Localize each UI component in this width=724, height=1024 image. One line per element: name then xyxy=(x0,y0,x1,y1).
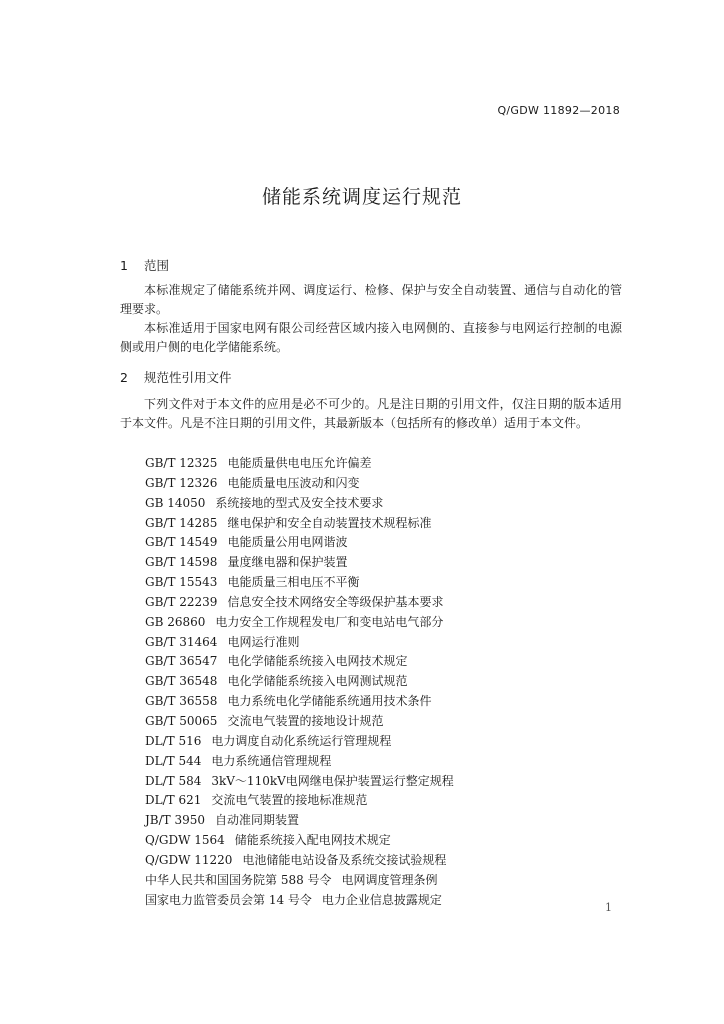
reference-title: 交流电气装置的接地标准规范 xyxy=(211,793,368,808)
reference-item xyxy=(145,692,625,712)
reference-code: GB/T 36547 xyxy=(145,654,218,669)
reference-code: GB 14050 xyxy=(145,495,206,510)
reference-title: 储能系统接入配电网技术规定 xyxy=(234,833,391,848)
reference-title: 交流电气装置的接地设计规范 xyxy=(227,713,384,728)
reference-code: GB/T 36558 xyxy=(145,694,218,709)
reference-title: 电池储能电站设备及系统交接试验规程 xyxy=(242,852,447,867)
reference-title: 电能质量电压波动和闪变 xyxy=(227,475,360,490)
reference-code: GB/T 14598 xyxy=(145,555,218,570)
reference-title: 电能质量三相电压不平衡 xyxy=(227,575,360,590)
reference-title: 电力企业信息披露规定 xyxy=(321,892,442,907)
section-1-paragraph-1: 本标准规定了储能系统并网、调度运行、检修、保护与安全自动装置、通信与自动化的管理要求。 xyxy=(120,283,622,316)
reference-item xyxy=(145,533,625,553)
reference-title: 电力系统电化学储能系统通用技术条件 xyxy=(227,694,432,709)
reference-title: 电网调度管理条例 xyxy=(341,872,438,887)
reference-code: GB/T 14285 xyxy=(145,515,218,530)
reference-code: GB/T 31464 xyxy=(145,634,218,649)
reference-title: 3kV～110kV电网继电保护装置运行整定规程 xyxy=(211,773,454,788)
reference-code: GB/T 12325 xyxy=(145,456,218,470)
section-2-title: 规范性引用文件 xyxy=(143,370,232,385)
reference-item xyxy=(145,652,625,672)
reference-code: 国家电力监管委员会第 14 号令 xyxy=(145,892,312,907)
reference-title: 电能质量公用电网谐波 xyxy=(227,535,348,550)
reference-code: GB/T 14549 xyxy=(145,535,218,550)
header-doc-code: Q/GDW 11892—2018 xyxy=(497,104,620,117)
reference-code: 中华人民共和国国务院第 588 号令 xyxy=(145,872,332,887)
reference-code: Q/GDW 11220 xyxy=(145,852,233,867)
reference-item xyxy=(145,752,625,772)
reference-code: DL/T 584 xyxy=(145,773,202,788)
section-2-intro: 下列文件对于本文件的应用是必不可少的。凡是注日期的引用文件，仅注日期的版本适用于本文件。凡是不注日期的引用文件，其最新版本（包括所有的修改单）适用于本文件。 xyxy=(120,397,622,430)
reference-item xyxy=(145,791,625,811)
reference-item xyxy=(145,891,625,911)
document-title: 储能系统调度运行规范 xyxy=(261,186,462,208)
section-1-heading xyxy=(120,256,169,274)
reference-item xyxy=(145,514,625,534)
reference-code: DL/T 516 xyxy=(145,733,202,748)
reference-item xyxy=(145,811,625,831)
reference-title: 电力系统通信管理规程 xyxy=(211,753,332,768)
reference-title: 电力调度自动化系统运行管理规程 xyxy=(211,733,392,748)
reference-title: 电网运行准则 xyxy=(227,634,300,649)
reference-code: GB 26860 xyxy=(145,614,206,629)
reference-item xyxy=(145,573,625,593)
section-2-number: 2 xyxy=(120,370,128,385)
reference-code: JB/T 3950 xyxy=(145,813,206,828)
reference-code: GB/T 15543 xyxy=(145,575,218,590)
reference-code: GB/T 36548 xyxy=(145,674,218,689)
reference-item xyxy=(145,553,625,573)
reference-item xyxy=(145,474,625,494)
reference-code: Q/GDW 1564 xyxy=(145,833,225,848)
reference-title: 电化学储能系统接入电网测试规范 xyxy=(227,674,408,689)
reference-item xyxy=(145,871,625,891)
reference-code: GB/T 22239 xyxy=(145,594,218,609)
reference-item xyxy=(145,633,625,653)
reference-title: 自动准同期装置 xyxy=(215,813,300,828)
reference-item xyxy=(145,831,625,851)
reference-code: DL/T 621 xyxy=(145,793,202,808)
reference-item xyxy=(145,613,625,633)
reference-title: 继电保护和安全自动装置技术规程标准 xyxy=(227,515,432,530)
reference-item xyxy=(145,593,625,613)
reference-code: GB/T 50065 xyxy=(145,713,218,728)
reference-title: 电力安全工作规程发电厂和变电站电气部分 xyxy=(215,614,444,629)
reference-title: 电化学储能系统接入电网技术规定 xyxy=(227,654,408,669)
reference-title: 信息安全技术网络安全等级保护基本要求 xyxy=(227,594,444,609)
reference-title: 电能质量供电电压允许偏差 xyxy=(227,456,372,470)
reference-title: 量度继电器和保护装置 xyxy=(227,555,348,570)
section-1-number: 1 xyxy=(120,258,128,273)
reference-item xyxy=(145,672,625,692)
reference-item xyxy=(145,712,625,732)
reference-item xyxy=(145,454,625,474)
section-2-heading xyxy=(120,368,232,386)
reference-item xyxy=(145,732,625,752)
reference-item xyxy=(145,851,625,871)
reference-code: GB/T 12326 xyxy=(145,475,218,490)
reference-code: DL/T 544 xyxy=(145,753,202,768)
reference-item xyxy=(145,494,625,514)
section-1-title: 范围 xyxy=(143,258,169,273)
reference-list xyxy=(145,454,625,910)
section-1-paragraph-2: 本标准适用于国家电网有限公司经营区域内接入电网侧的、直接参与电网运行控制的电源侧或用户侧的电化学储能系统。 xyxy=(120,321,622,354)
page-number: 1 xyxy=(605,901,612,914)
reference-title: 系统接地的型式及安全技术要求 xyxy=(215,495,384,510)
reference-item xyxy=(145,772,625,792)
